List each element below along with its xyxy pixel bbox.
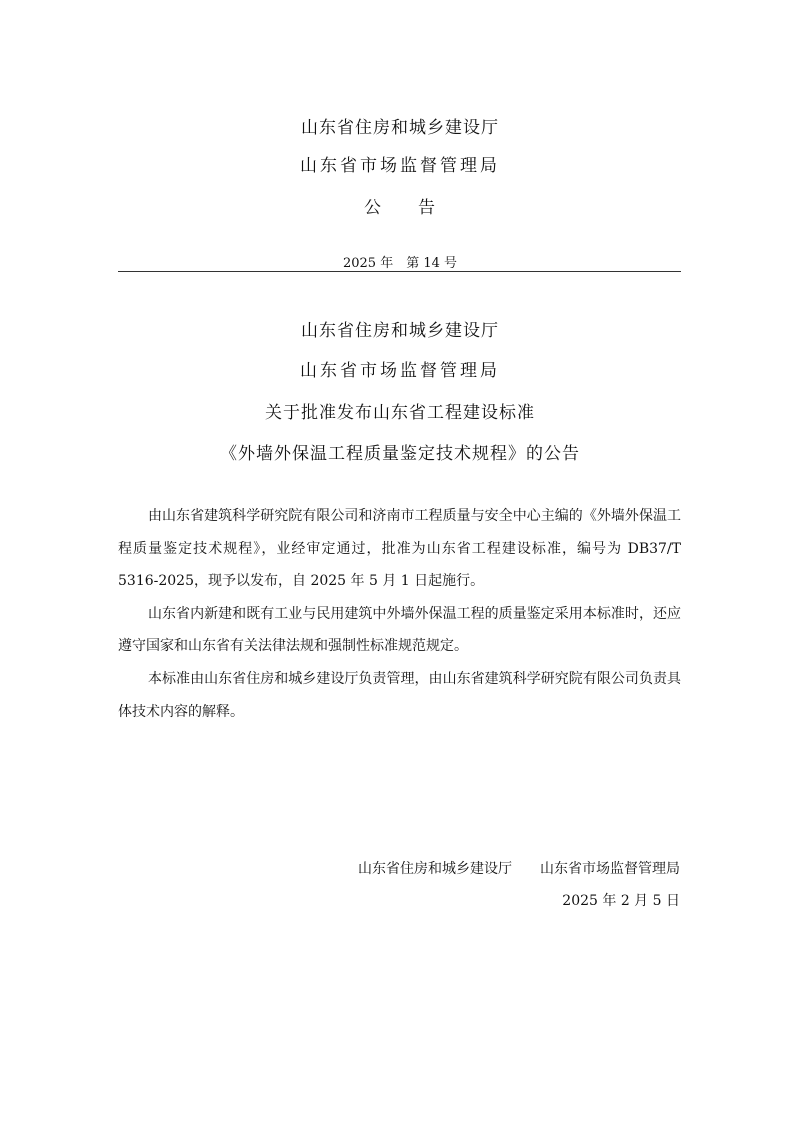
paragraph-2-line: 遵守国家和山东省有关法律法规和强制性标准规范规定。 [118, 638, 468, 654]
paragraph-1-line: 由山东省建筑科学研究院有限公司和济南市工程质量与安全中心主编的《外墙外保温工 [148, 508, 681, 524]
paragraph-1-line: 程质量鉴定技术规程》，业经审定通过，批准为山东省工程建设标准，编号为 DB37/T [118, 541, 681, 557]
header-divider [118, 271, 681, 272]
signers: 山东省住房和城乡建设厅 山东省市场监督管理局 [358, 861, 680, 877]
paragraph-2-line: 山东省内新建和既有工业与民用建筑中外墙外保温工程的质量鉴定采用本标准时，还应 [148, 606, 681, 622]
title-line-4: 《外墙外保温工程质量鉴定技术规程》的公告 [220, 444, 580, 464]
title-line-2: 山东省市场监督管理局 [300, 361, 500, 381]
paragraph-1-line: 5316-2025，现予以发布，自 2025 年 5 月 1 日起施行。 [118, 573, 485, 589]
doc-number: 2025 年 第 14 号 [342, 256, 458, 271]
doc-type: 公 告 [364, 198, 436, 218]
title-line-1: 山东省住房和城乡建设厅 [301, 321, 499, 341]
paragraph-3-line: 体技术内容的解释。 [118, 704, 244, 720]
issuer-2: 山东省市场监督管理局 [300, 156, 500, 176]
paragraph-3-line: 本标准由山东省住房和城乡建设厅负责管理，由山东省建筑科学研究院有限公司负责具 [148, 671, 681, 687]
issuer-1: 山东省住房和城乡建设厅 [301, 118, 499, 138]
title-line-3: 关于批准发布山东省工程建设标准 [265, 403, 535, 423]
issue-date: 2025 年 2 月 5 日 [562, 893, 680, 909]
